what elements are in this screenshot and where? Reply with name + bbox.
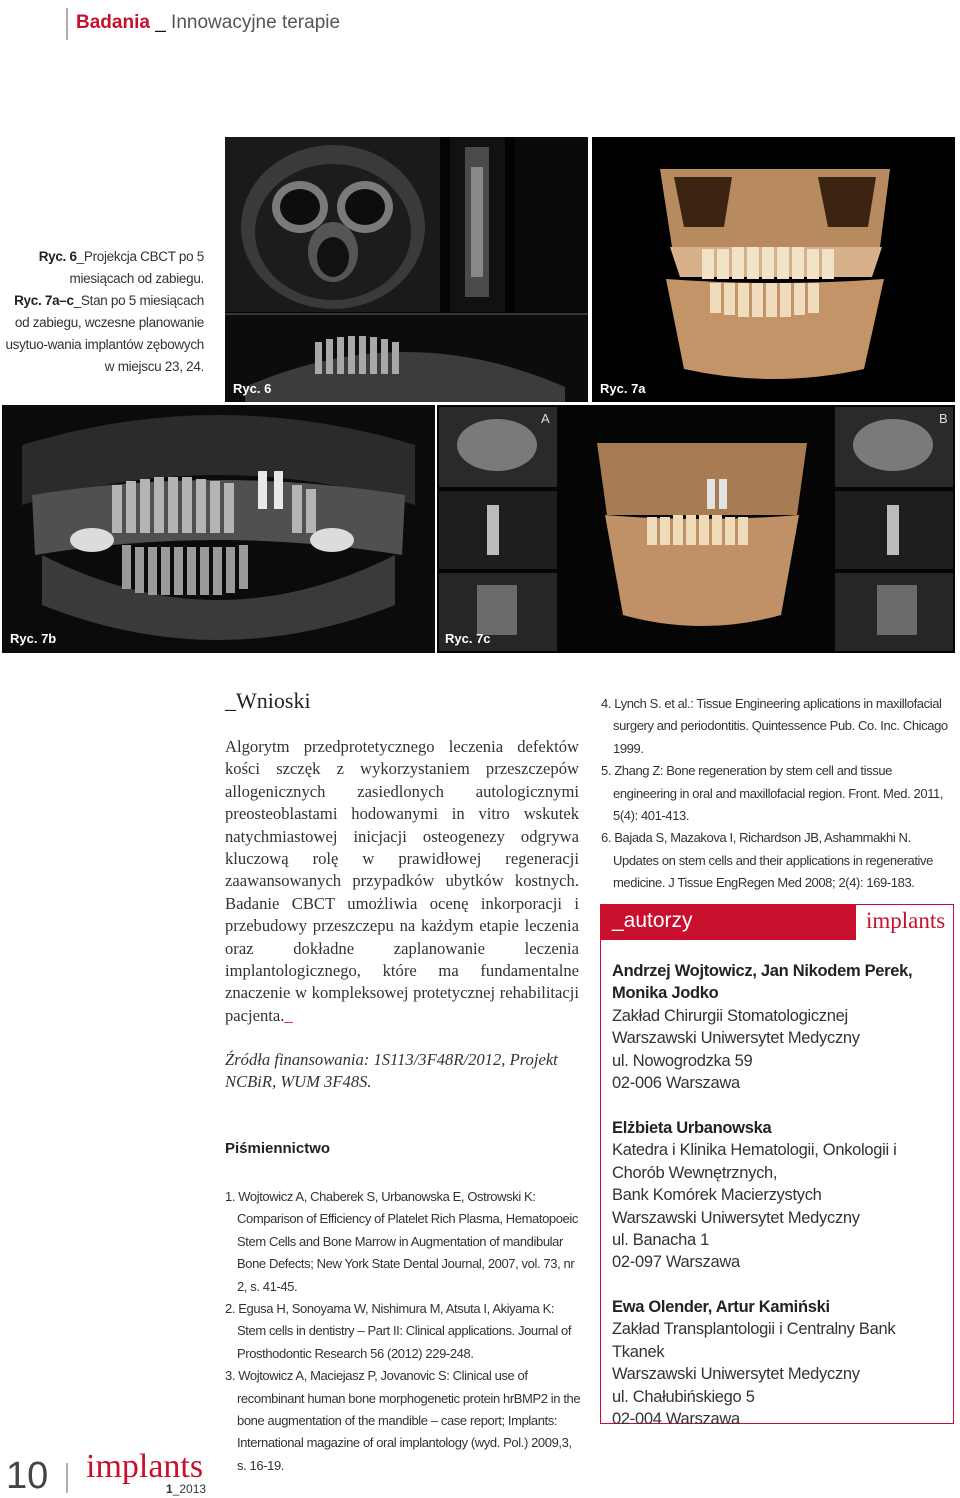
reference-item: 3. Wojtowicz A, Maciejasz P, Jovanovic S: Clinical use of recombinant human bone morphogenetic protein hrBMP2 in the bone augmentation of the mandible – case report; Implants: International magazine of oral implantology (wyd. Pol.) 2009,3, s. 16-19. [225,1368,581,1473]
author-line: ul. Chałubińskiego 5 [612,1387,755,1406]
reference-item: 4. Lynch S. et al.: Tissue Engineering aplications in maxillofacial surgery and periodontitis. Quintessence Pub. Co. Inc. Chicago 1999. [601,696,948,756]
page-number: 10 [6,1455,49,1497]
panoramic-xray-graphic [2,405,435,653]
header-section: Badania [76,12,150,33]
caption-fig6-label: Ryc. 6 [38,249,77,264]
reference-item: 6. Bajada S, Mazakova I, Richardson JB, Ashammakhi N. Updates on stem cells and their applications in regenerative medicine. J Tissue EngRegen Med 2008; 2(4): 169-183. [601,830,933,891]
cbct-projection-graphic [225,137,588,402]
references-list-left [225,1186,581,1477]
footer-issue-number: 1 [166,1482,173,1496]
reference-item: 1. Wojtowicz A, Chaberek S, Urbanowska E, Ostrowski K: Comparison of Efficiency of Platelet Rich Plasma, Hematopoeic Stem Cells and Bone Marrow in Augmentation of mandibular Bone Defects; New York State Dental Journal, 2007, vol. 73, nr 2, s. 41-45. [225,1189,578,1294]
author-line: Warszawski Uniwersytet Medyczny [612,1208,860,1227]
panel-a-label: A [541,411,550,426]
3d-skull-graphic [592,137,955,402]
author-block-3 [612,1296,942,1430]
authors-heading: _autorzy [612,909,693,932]
authors-brand-logo: implants [866,908,946,933]
references-list-right [601,693,957,895]
figure-7c-label: Ryc. 7c [445,631,491,646]
author-line: 02-004 Warszawa [612,1410,740,1429]
author-line: Bank Komórek Macierzystych [612,1186,822,1205]
author-line: Warszawski Uniwersytet Medyczny [612,1365,860,1384]
figure-7a-3d-image [592,137,955,402]
footer-divider [66,1463,68,1493]
figure-caption [0,246,204,378]
conclusions-text: Algorytm przedprotetycznego leczenia defektów kości szczęk z wykorzystaniem przeszczepów allogenicznych zasiedlonych autologicznymi preosteoblastami hodowanymi in vitro wskutek natychmiastowej inicjacji osteogenezy odgrywa kluczową rolę w prawidłowej regeneracji zaawansowanych przypadków ubytków kostnych. Badanie CBCT umożliwia ocenę inkorporacji i przebudowy przeszczepu na każdym etapie leczenia oraz dokładne zaplanowanie leczenia implantologicznego, które ma fundamentalne znaczenie w kompleksowej protetycznej rehabilitacji pacjenta. [225,737,579,1025]
composite-cbct-graphic [437,405,955,653]
conclusions-body [225,736,579,1027]
author-names: Ewa Olender, Artur Kamiński [612,1298,830,1316]
figure-7c-composite-image [437,405,955,653]
figure-6-cbct-image [225,137,588,402]
footer-brand-logo: implants [86,1448,204,1485]
header-divider [66,8,68,40]
conclusions-title: _Wnioski [225,688,311,713]
page-header [76,12,340,34]
caption-fig6-text: _Projekcja CBCT po 5 miesiącach od zabiegu. [69,249,204,286]
figure-7b-label: Ryc. 7b [10,631,57,646]
author-line: Zakład Transplantologii i Centralny Bank Tkanek [612,1320,896,1361]
author-block-1 [612,960,942,1094]
author-names: Elżbieta Urbanowska [612,1119,772,1137]
author-line: 02-097 Warszawa [612,1253,740,1272]
header-separator: _ [149,12,172,33]
author-line: Katedra i Klinika Hematologii, Onkologii i Chorób Wewnętrznych, [612,1141,897,1182]
funding-note: Źródła finansowania: 1S113/3F48R/2012, Projekt NCBiR, WUM 3F48S. [225,1050,558,1092]
reference-item: 5. Zhang Z: Bone regeneration by stem cell and tissue engineering in oral and maxillofacial region. Front. Med. 2011, 5(4): 401-413. [601,763,944,824]
author-line: ul. Nowogrodzka 59 [612,1051,753,1070]
author-names: Andrzej Wojtowicz, Jan Nikodem Perek, Monika Jodko [612,962,913,1003]
figure-7b-panoramic-image [2,405,435,653]
end-mark: _ [284,1005,293,1025]
caption-fig7-label: Ryc. 7a–c [14,293,74,308]
panel-b-label: B [939,411,948,426]
caption-fig7-text: _Stan po 5 miesiącach od zabiegu, wczesne planowanie usytuo-wania implantów zębowych w miejscu 23, 24. [5,293,204,374]
author-line: 02-006 Warszawa [612,1074,740,1093]
references-title: Piśmiennictwo [225,1140,331,1157]
author-line: Zakład Chirurgii Stomatologicznej [612,1006,848,1025]
header-subsection: Innowacyjne terapie [171,12,341,33]
reference-item: 2. Egusa H, Sonoyama W, Nishimura M, Atsuta I, Akiyama K: Stem cells in dentistry – Part II: Clinical applications. Journal of Prosthodontic Research 56 (2012) 229-248. [225,1301,572,1361]
author-line: ul. Banacha 1 [612,1231,710,1250]
author-line: Warszawski Uniwersytet Medyczny [612,1029,860,1048]
figure-6-label: Ryc. 6 [233,381,272,396]
figure-7a-label: Ryc. 7a [600,381,646,396]
author-block-2 [612,1117,942,1274]
footer-issue [166,1482,206,1496]
footer-issue-year: _2013 [172,1482,207,1496]
